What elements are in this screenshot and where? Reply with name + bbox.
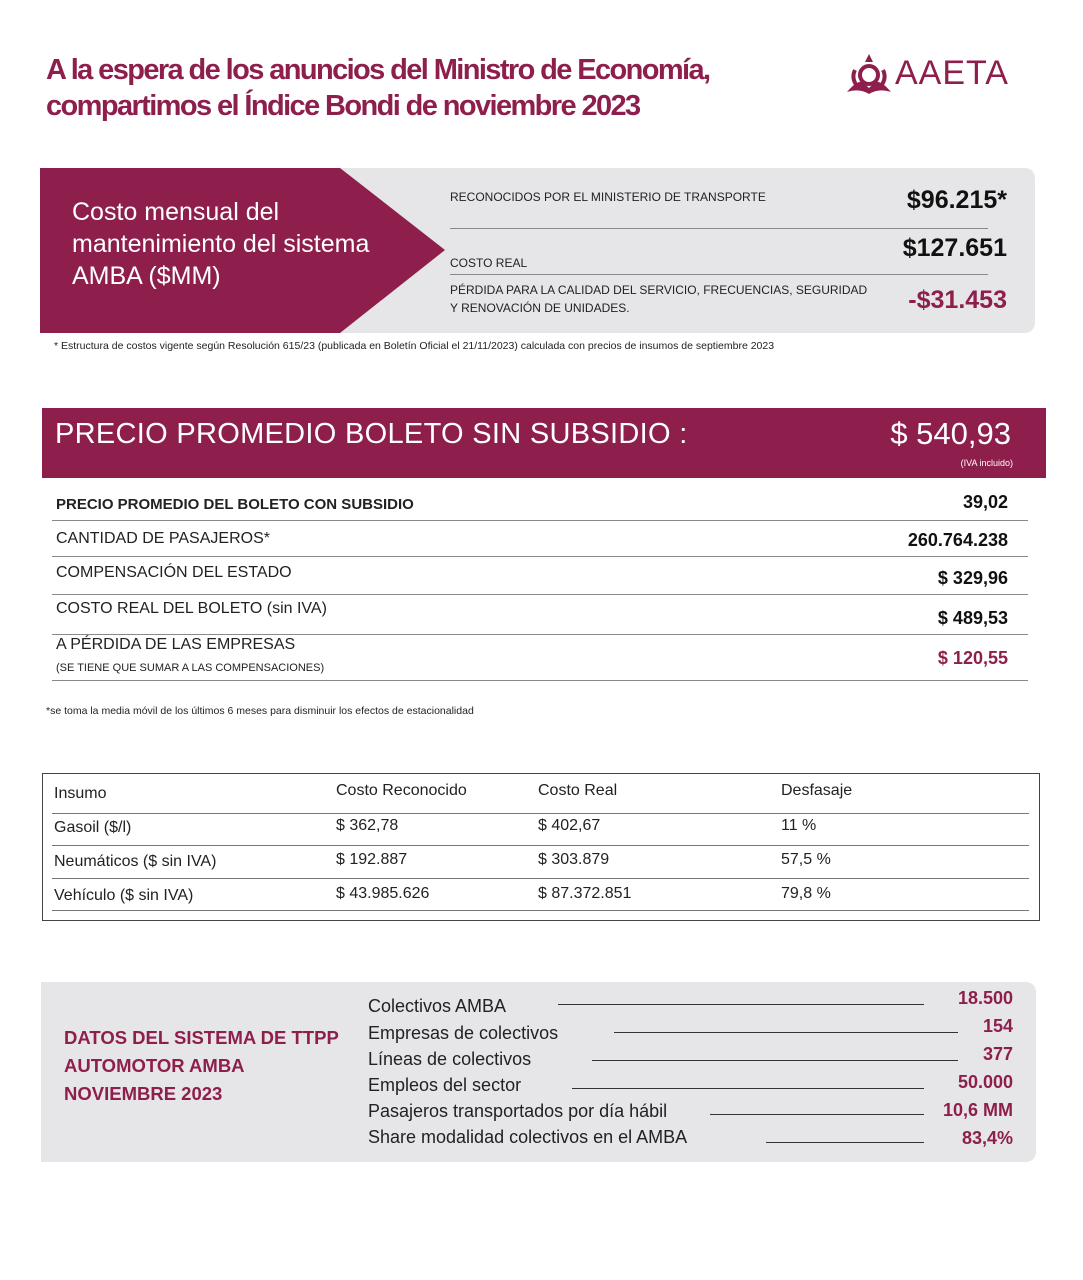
title-line-2: compartimos el Índice Bondi de noviembre 2023 [46,90,640,122]
system-item-label: Pasajeros transportados por día hábil [368,1101,668,1121]
table-row [52,594,1028,635]
fare-label: A PÉRDIDA DE LAS EMPRESAS [56,636,296,653]
cost-row-value-loss: -$31.453 [908,286,1007,314]
cost-row-label-loss: PÉRDIDA PARA LA CALIDAD DEL SERVICIO, FRECUENCIAS, SEGURIDAD Y RENOVACIÓN DE UNIDADES. [450,283,868,315]
inputs-cell: 79,8 % [781,885,831,902]
inputs-header-gap: Desfasaje [781,782,853,799]
system-item-value: 154 [982,1016,1013,1036]
price-banner-label: PRECIO PROMEDIO BOLETO SIN SUBSIDIO : [55,418,688,450]
table-row [52,634,1028,681]
fare-label: COSTO REAL DEL BOLETO (sin IVA) [56,600,327,617]
inputs-cell: Vehículo ($ sin IVA) [54,887,194,904]
system-item-value: 83,4% [961,1128,1013,1148]
fare-sublabel: (SE TIENE QUE SUMAR A LAS COMPENSACIONES) [56,662,325,674]
table-row [52,556,1028,595]
inputs-cell: $ 192.887 [336,851,408,868]
price-banner-note: (IVA incluido) [960,458,1013,468]
system-item-label: Líneas de colectivos [368,1049,532,1069]
fare-value: $ 489,53 [937,608,1008,628]
cost-divider [450,274,988,275]
leader-line [766,1142,924,1143]
inputs-cell: 57,5 % [781,851,831,868]
inputs-cell: $ 362,78 [336,817,399,834]
inputs-cell: 11 % [781,817,817,834]
page-title [46,52,806,124]
fare-label: COMPENSACIÓN DEL ESTADO [56,564,292,581]
title-line-1: A la espera de los anuncios del Ministro de Economía, [46,54,710,86]
system-item-label: Share modalidad colectivos en el AMBA [368,1127,688,1147]
inputs-cell: Gasoil ($/l) [54,819,132,836]
table-row [52,484,1028,521]
leader-line [592,1060,958,1061]
cost-footnote: * Estructura de costos vigente según Resolución 615/23 (publicada en Boletín Oficial el 21/11/2023) calculada con precios de insumos de septiembre 2023 [54,340,775,352]
inputs-header-real: Costo Real [538,782,618,799]
system-item-value: 10,6 MM [942,1100,1013,1120]
inputs-divider [52,910,1029,911]
system-title-line-2: AUTOMOTOR AMBA [64,1055,245,1076]
cost-row-label-real: COSTO REAL [450,256,528,270]
fare-label: PRECIO PROMEDIO DEL BOLETO CON SUBSIDIO [56,496,414,513]
inputs-cell: $ 87.372.851 [538,885,632,902]
table-row [52,520,1028,557]
leader-line [710,1114,924,1115]
inputs-cell: $ 43.985.626 [336,885,430,902]
inputs-divider [52,878,1029,879]
cost-row-label-recognized: RECONOCIDOS POR EL MINISTERIO DE TRANSPORTE [450,190,766,204]
system-item-label: Empleos del sector [368,1075,522,1095]
cost-divider [450,228,988,229]
system-item-value: 377 [982,1044,1013,1064]
fare-value: $ 120,55 [937,648,1008,668]
leader-line [614,1032,958,1033]
fare-footnote: *se toma la media móvil de los últimos 6 meses para disminuir los efectos de estacionalidad [46,705,474,717]
cost-panel-label: Costo mensual del mantenimiento del sistema AMBA ($MM) [72,198,370,290]
logo-text: AAETA [895,54,1009,92]
price-banner-value: $ 540,93 [890,416,1011,451]
cost-row-value-real: $127.651 [902,234,1007,262]
inputs-cell: $ 402,67 [538,817,601,834]
inputs-header-recognized: Costo Reconocido [336,782,467,799]
fare-value: 39,02 [962,492,1008,512]
leader-line [572,1088,924,1089]
inputs-cell: Neumáticos ($ sin IVA) [54,853,217,870]
cost-row-value-recognized: $96.215* [906,186,1007,214]
system-title-line-1: DATOS DEL SISTEMA DE TTPP [64,1027,339,1048]
fare-value: 260.764.238 [907,530,1008,550]
system-data-title [64,1024,364,1108]
inputs-cell: $ 303.879 [538,851,610,868]
system-item-label: Empresas de colectivos [368,1023,559,1043]
system-item-label: Colectivos AMBA [368,996,507,1016]
leader-line [558,1004,924,1005]
fare-label: CANTIDAD DE PASAJEROS* [56,530,270,547]
inputs-divider [52,845,1029,846]
fare-value: $ 329,96 [937,568,1008,588]
inputs-divider [52,813,1029,814]
system-title-line-3: NOVIEMBRE 2023 [64,1083,223,1104]
system-item-value: 18.500 [957,988,1013,1008]
system-item-value: 50.000 [957,1072,1013,1092]
inputs-header-insumo: Insumo [54,785,107,802]
